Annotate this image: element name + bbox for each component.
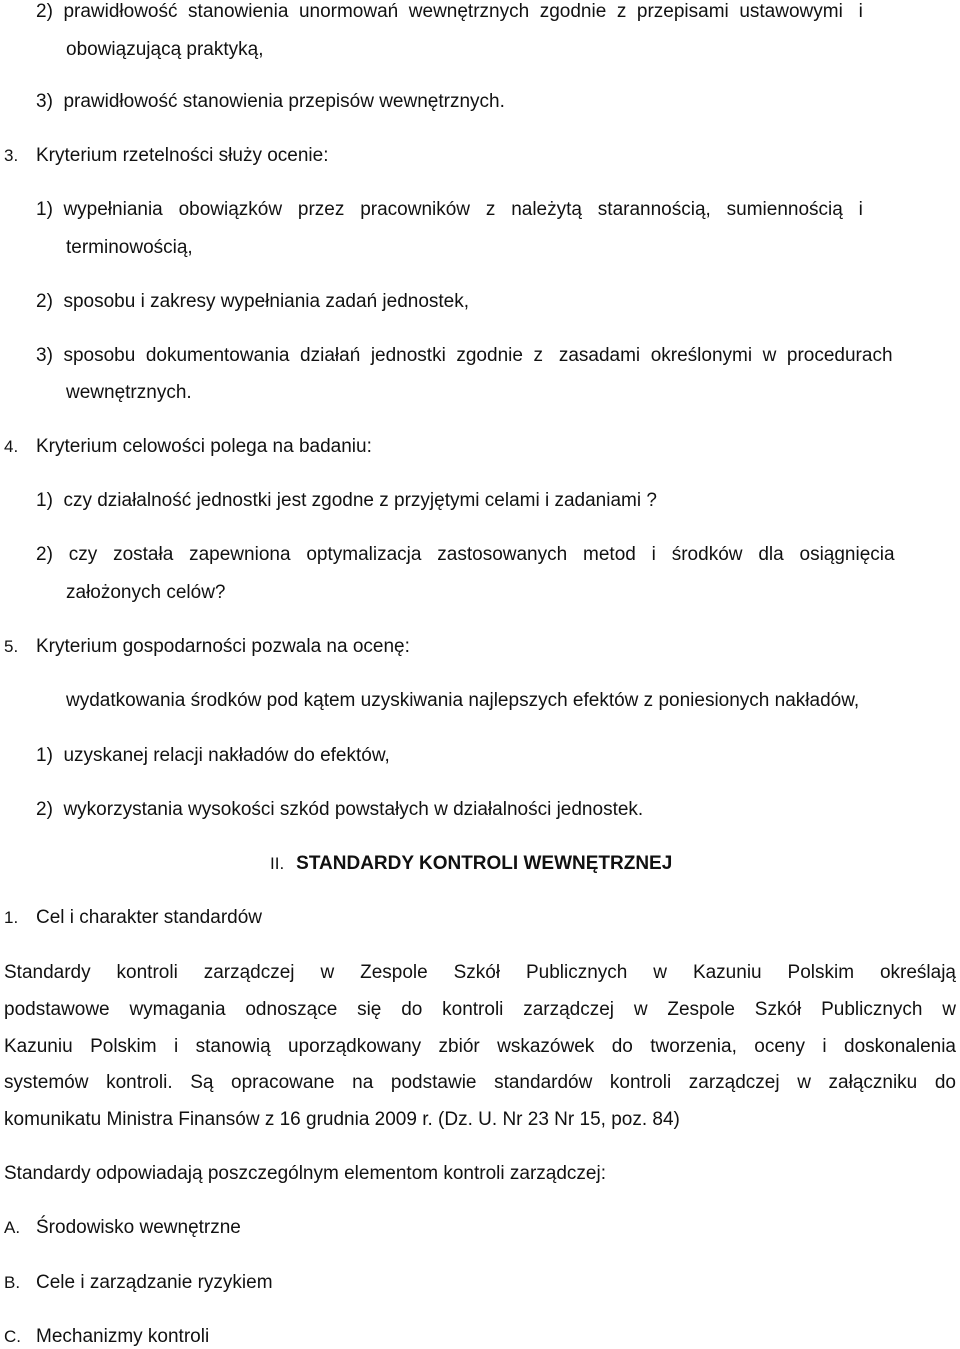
list-item: 2) wykorzystania wysokości szkód powstałych w działalności jednostek. [36, 799, 644, 820]
list-item: 1) uzyskanej relacji nakładów do efektów, [36, 745, 390, 766]
element-a-letter: A. [4, 1218, 21, 1237]
section-4-number: 4. [4, 437, 19, 456]
paragraph-line: komunikatu Ministra Finansów z 16 grudnia 2009 r. (Dz. U. Nr 23 Nr 15, poz. 84) [4, 1109, 680, 1130]
list-item-continuation: terminowością, [66, 237, 193, 258]
chapter-heading [270, 852, 672, 876]
element-b-letter: B. [4, 1273, 21, 1292]
section-5-title: Kryterium gospodarności pozwala na ocenę: [36, 636, 410, 657]
list-item: 1) czy działalność jednostki jest zgodne z przyjętymi celami i zadaniami ? [36, 490, 657, 511]
chapter-title: STANDARDY KONTROLI WEWNĘTRZNEJ [296, 853, 673, 874]
element-c-letter: C. [4, 1327, 21, 1346]
list-item: 2) czy została zapewniona optymalizacja zastosowanych metod i środków dla osiągnięcia [36, 544, 895, 565]
subsection-1-title: Cel i charakter standardów [36, 907, 262, 928]
list-item: 3) sposobu dokumentowania działań jednostki zgodnie z zasadami określonymi w procedurach [36, 345, 893, 366]
list-item-continuation: założonych celów? [66, 582, 226, 603]
element-b-text: Cele i zarządzanie ryzykiem [36, 1272, 273, 1293]
list-item-continuation: wewnętrznych. [66, 382, 192, 403]
paragraph-line: Standardy kontroli zarządczej w Zespole Szkół Publicznych w Kazuniu Polskim określają [4, 962, 956, 983]
section-3-title: Kryterium rzetelności służy ocenie: [36, 145, 329, 166]
chapter-number: II. [270, 854, 285, 873]
list-item-text: 2) prawidłowość stanowienia unormowań wewnętrznych zgodnie z przepisami ustawowymi i [36, 1, 863, 22]
section-5-intro: wydatkowania środków pod kątem uzyskiwania najlepszych efektów z poniesionych nakładów, [66, 690, 860, 711]
element-a-text: Środowisko wewnętrzne [36, 1217, 241, 1238]
section-5-number: 5. [4, 637, 19, 656]
paragraph: Standardy odpowiadają poszczególnym elementom kontroli zarządczej: [4, 1163, 606, 1184]
paragraph-line: systemów kontroli. Są opracowane na podstawie standardów kontroli zarządczej w załączniku do [4, 1072, 956, 1093]
subsection-1-number: 1. [4, 908, 19, 927]
list-item-continuation: obowiązującą praktyką, [66, 39, 264, 60]
list-item: 2) sposobu i zakresy wypełniania zadań jednostek, [36, 291, 470, 312]
paragraph-line: podstawowe wymagania odnoszące się do kontroli zarządczej w Zespole Szkół Publicznych w [4, 999, 956, 1020]
element-c-text: Mechanizmy kontroli [36, 1326, 210, 1347]
section-4-title: Kryterium celowości polega na badaniu: [36, 436, 372, 457]
list-item: 3) prawidłowość stanowienia przepisów wewnętrznych. [36, 91, 505, 112]
section-3-number: 3. [4, 146, 19, 165]
list-item: 1) wypełniania obowiązków przez pracowników z należytą starannością, sumiennością i [36, 199, 863, 220]
paragraph-line: Kazuniu Polskim i stanowią uporządkowany zbiór wskazówek do tworzenia, oceny i doskonalenia [4, 1036, 956, 1057]
list-item [36, 0, 863, 24]
